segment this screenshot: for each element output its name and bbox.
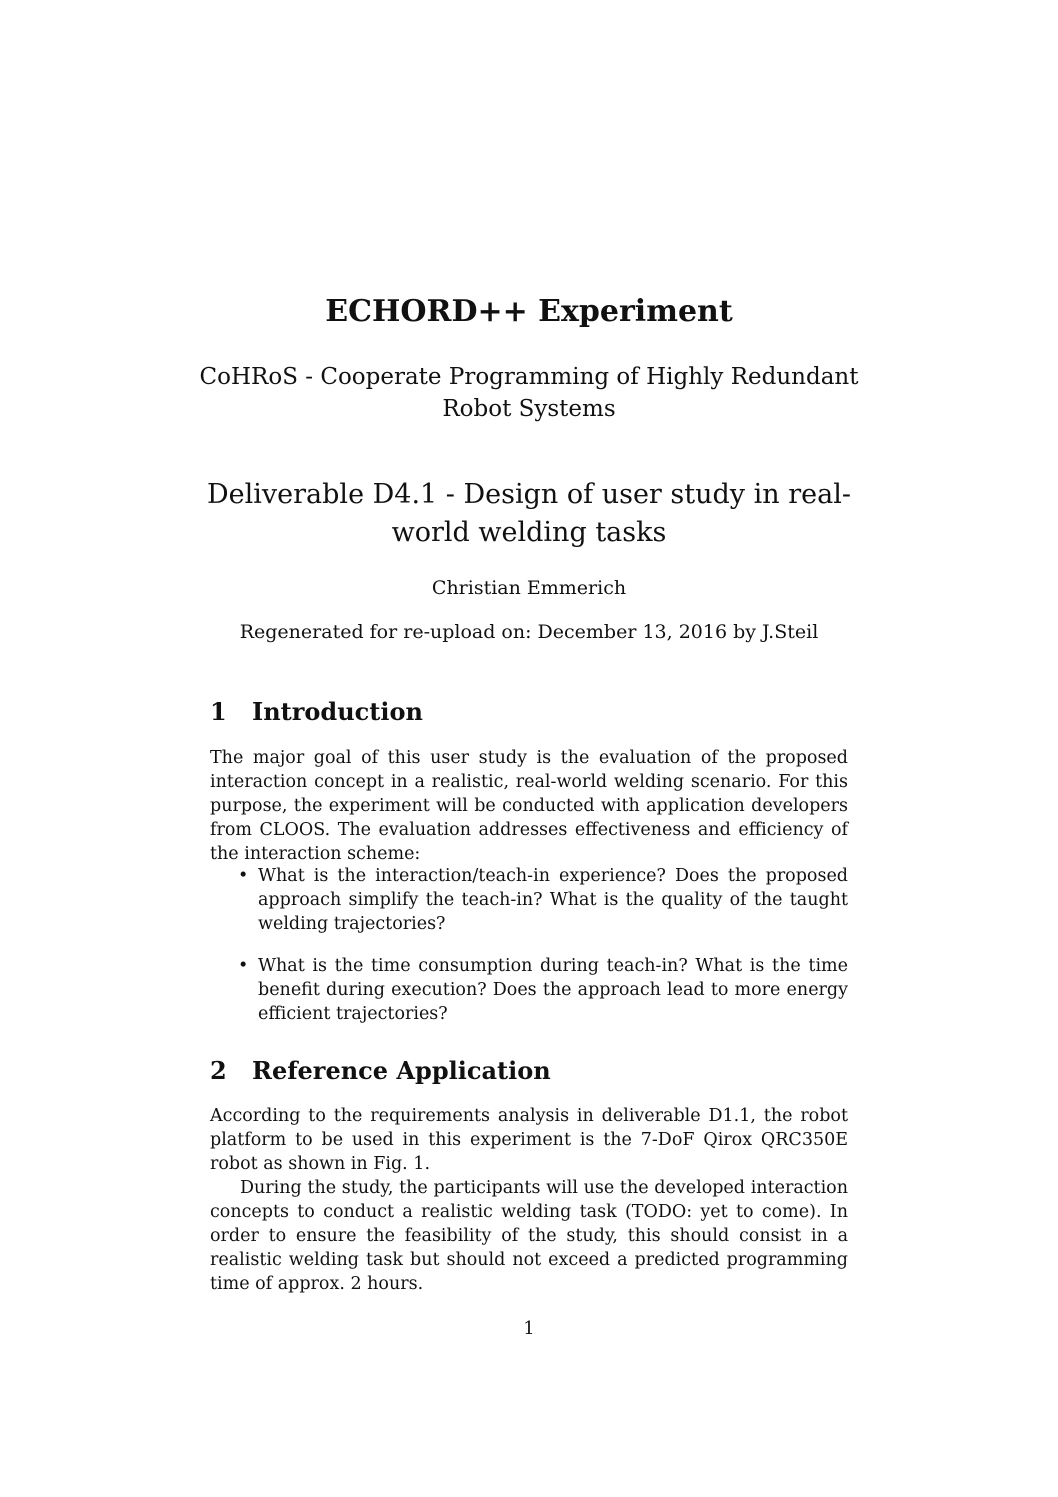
bullet-list [236,864,848,1044]
list-item [236,954,848,1026]
author-name: Christian Emmerich [431,577,627,599]
section-number: 1 [210,697,227,726]
section-heading-introduction [210,696,850,728]
section-title: Introduction [252,697,423,726]
section-number: 2 [210,1056,227,1085]
bullet-icon: • [238,866,249,886]
section-heading-reference-application [210,1055,850,1087]
regeneration-note: Regenerated for re-upload on: December 13, 2016 by J.Steil [239,621,819,643]
bullet-icon: • [238,956,249,976]
document-subtitle: CoHRoS - Cooperate Programming of Highly Redundant Robot Systems [199,364,859,422]
document-title: ECHORD++ Experiment [325,294,733,329]
intro-paragraph: The major goal of this user study is the evaluation of the proposed interaction concept in a realistic, real-world welding scenario. For this purpose, the experiment will be conducted with application developers from CLOOS. The evaluation addresses effectiveness and efficiency of the interaction scheme: [210,748,848,864]
list-item-text: What is the interaction/teach-in experience? Does the proposed approach simplify the teach-in? What is the quality of the taught welding trajectories? [258,866,848,934]
section-title: Reference Application [252,1056,551,1085]
page-number: 1 [523,1318,535,1339]
list-item [236,864,848,936]
reference-paragraph-1: According to the requirements analysis in deliverable D1.1, the robot platform to be used in this experiment is the 7-DoF Qirox QRC350E robot as shown in Fig. 1. [210,1106,848,1174]
deliverable-title: Deliverable D4.1 - Design of user study in real-world welding tasks [207,479,851,548]
list-item-text: What is the time consumption during teach-in? What is the time benefit during execution? Does the approach lead to more energy efficient trajectories? [258,956,848,1024]
reference-paragraph-2: During the study, the participants will use the developed interaction concepts to conduct a realistic welding task (TODO: yet to come). In order to ensure the feasibility of the study, this should consist in a realistic welding task but should not exceed a predicted programming time of approx. 2 hours. [210,1178,848,1294]
